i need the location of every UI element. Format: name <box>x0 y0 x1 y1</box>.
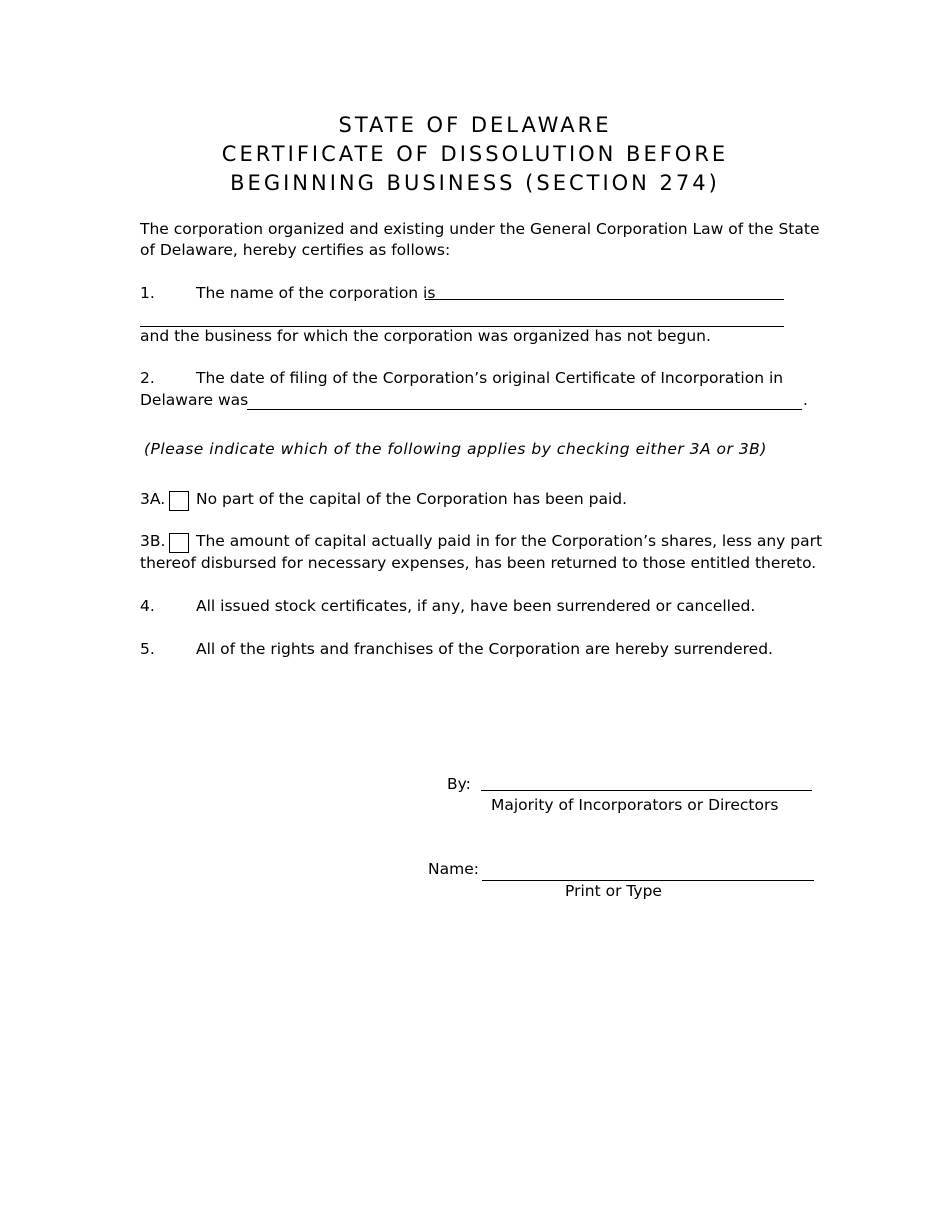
item-3b-line-2: thereof disbursed for necessary expenses, has been returned to those entitled thereto. <box>140 554 817 572</box>
item-3b-line-1: The amount of capital actually paid in for the Corporation’s shares, less any part <box>196 532 823 550</box>
item-2-number: 2. <box>140 369 155 387</box>
signature-field[interactable] <box>481 790 812 791</box>
item-3a-text: No part of the capital of the Corporation has been paid. <box>196 490 628 508</box>
printed-name-caption: Print or Type <box>565 882 662 900</box>
item-5-number: 5. <box>140 640 155 658</box>
item-3a-label: 3A. <box>140 490 166 508</box>
item-1-number: 1. <box>140 284 155 302</box>
checkbox-instruction: (Please indicate which of the following applies by checking either 3A or 3B) <box>144 440 767 458</box>
item-1-text: The name of the corporation is <box>196 284 436 302</box>
document-title <box>0 111 950 198</box>
item-3b-label: 3B. <box>140 532 166 550</box>
intro-line-1: The corporation organized and existing under the General Corporation Law of the State <box>140 220 820 238</box>
title-line-2: CERTIFICATE OF DISSOLUTION BEFORE <box>221 142 729 166</box>
incorporation-date-field[interactable] <box>247 409 802 410</box>
title-line-3: BEGINNING BUSINESS (SECTION 274) <box>230 171 720 195</box>
item-2-period: . <box>803 391 808 409</box>
corporation-name-field[interactable] <box>425 299 784 300</box>
intro-line-2: of Delaware, hereby certifies as follows: <box>140 241 451 259</box>
item-4-text: All issued stock certificates, if any, have been surrendered or cancelled. <box>196 597 756 615</box>
name-label: Name: <box>428 860 479 878</box>
checkbox-3b[interactable] <box>169 533 189 553</box>
item-2-line-2-prefix: Delaware was <box>140 391 249 409</box>
checkbox-3a[interactable] <box>169 491 189 511</box>
item-4-number: 4. <box>140 597 155 615</box>
signature-caption: Majority of Incorporators or Directors <box>491 796 779 814</box>
by-label: By: <box>447 775 471 793</box>
item-2-line-1: The date of filing of the Corporation’s original Certificate of Incorporation in <box>196 369 784 387</box>
title-line-1: STATE OF DELAWARE <box>338 113 612 137</box>
item-1-continuation: and the business for which the corporation was organized has not begun. <box>140 327 711 345</box>
item-5-text: All of the rights and franchises of the Corporation are hereby surrendered. <box>196 640 773 658</box>
